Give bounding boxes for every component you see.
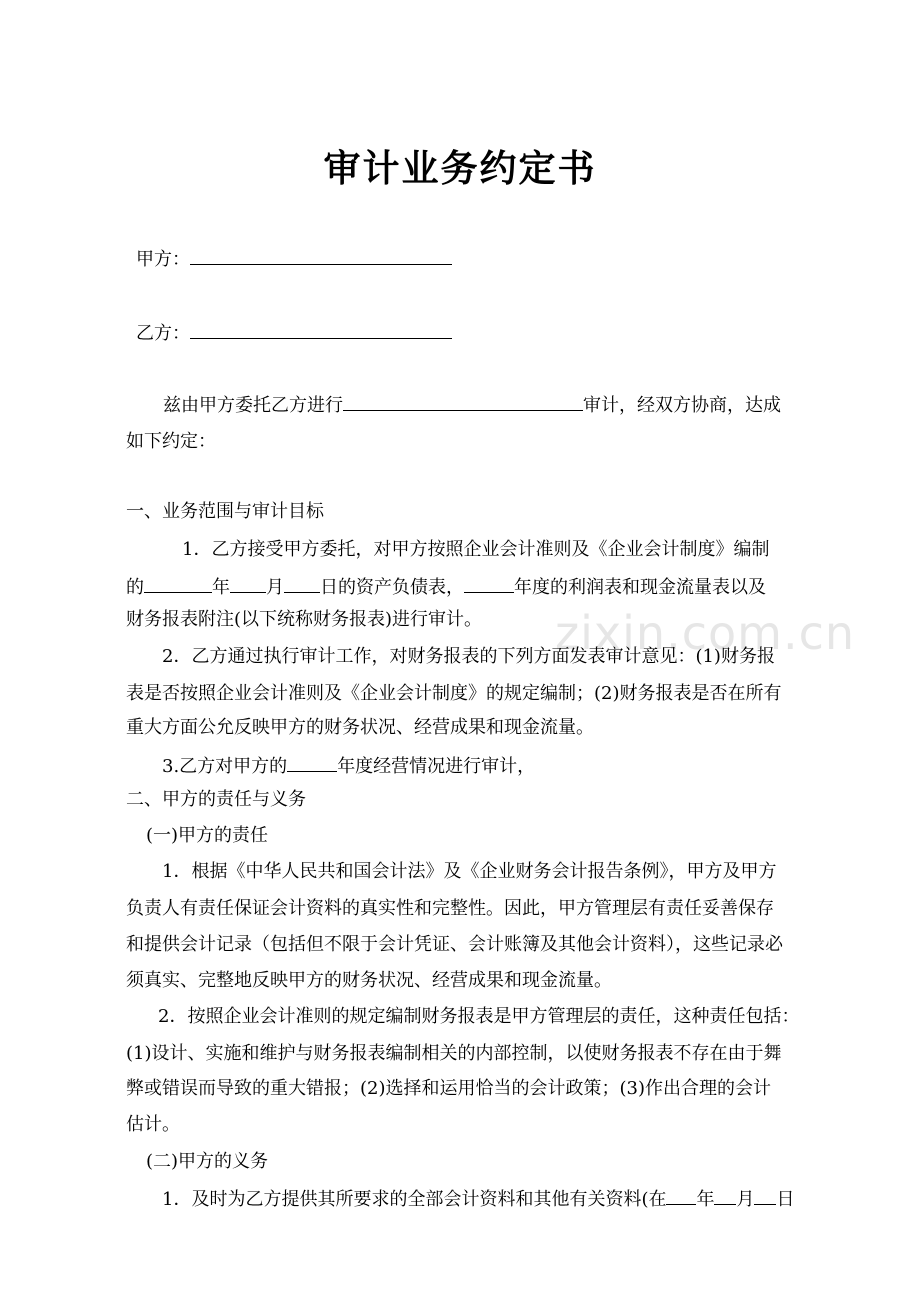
section-1-heading: 一、业务范围与审计目标 xyxy=(126,501,324,522)
section-2-heading: 二、甲方的责任与义务 xyxy=(126,789,306,810)
party-b-blank[interactable] xyxy=(190,318,452,339)
s1-item1-text-d: 日的资产负债表， xyxy=(320,577,464,598)
s2-item2-line2: (1)设计、实施和维护与财务报表编制相关的内部控制，以使财务报表不存在由于舞 xyxy=(126,1043,782,1064)
party-b-label: 乙方： xyxy=(136,323,190,344)
deadline-day-blank[interactable] xyxy=(754,1184,776,1205)
fiscal-year-blank[interactable] xyxy=(464,572,514,593)
s1-item1-text-c: 月 xyxy=(266,577,284,598)
watermark: zixin.com.cn xyxy=(555,606,856,660)
party-a-line xyxy=(136,244,452,274)
s1-item1-text-b: 年 xyxy=(212,577,230,598)
document-title: 审计业务约定书 xyxy=(323,146,597,190)
s1-item2-line2: 表是否按照企业会计准则及《企业会计制度》的规定编制；(2)财务报表是否在所有 xyxy=(126,683,782,704)
year-blank[interactable] xyxy=(144,572,212,593)
s1-item1-text-a: 的 xyxy=(126,577,144,598)
intro-line-2: 如下约定： xyxy=(126,431,216,452)
day-blank[interactable] xyxy=(284,572,320,593)
deadline-month-blank[interactable] xyxy=(714,1184,736,1205)
s2-item1-line4: 须真实、完整地反映甲方的财务状况、经营成果和现金流量。 xyxy=(126,970,612,991)
s1-item1-line3: 财务报表附注(以下统称财务报表)进行审计。 xyxy=(126,609,483,630)
section-2-sub2: (二)甲方的义务 xyxy=(146,1151,269,1172)
section-2-sub1: (一)甲方的责任 xyxy=(146,825,269,846)
s2-item3-text-a: 1．及时为乙方提供其所要求的全部会计资料和其他有关资料(在 xyxy=(162,1189,667,1210)
s1-item3 xyxy=(162,751,535,781)
intro-text-b: 审计，经双方协商，达成 xyxy=(583,395,781,416)
s2-item2-line4: 估计。 xyxy=(126,1114,180,1135)
month-blank[interactable] xyxy=(230,572,266,593)
s1-item1-line2 xyxy=(126,572,766,602)
s1-item1-text-e: 年度的利润表和现金流量表以及 xyxy=(514,577,766,598)
s1-item1-line1: 1．乙方接受甲方委托，对甲方按照企业会计准则及《企业会计制度》编制 xyxy=(182,539,770,560)
s1-item3-text-b: 年度经营情况进行审计， xyxy=(337,756,536,777)
intro-line-1 xyxy=(163,390,781,420)
s2-item3-text-b: 年 xyxy=(696,1189,715,1210)
s2-item1-line1: 1．根据《中华人民共和国会计法》及《企业财务会计报告条例》，甲方及甲方 xyxy=(162,861,777,882)
s2-item2-line1: 2．按照企业会计准则的规定编制财务报表是甲方管理层的责任，这种责任包括： xyxy=(158,1006,800,1027)
s2-item3 xyxy=(162,1184,794,1214)
party-b-line xyxy=(136,318,452,348)
s2-item3-text-c: 月 xyxy=(736,1189,755,1210)
s2-item2-line3: 弊或错误而导致的重大错报；(2)选择和运用恰当的会计政策；(3)作出合理的会计 xyxy=(126,1078,771,1099)
s1-item2-line1: 2．乙方通过执行审计工作，对财务报表的下列方面发表审计意见：(1)财务报 xyxy=(162,646,775,667)
s1-item2-line3: 重大方面公允反映甲方的财务状况、经营成果和现金流量。 xyxy=(126,717,594,738)
operation-year-blank[interactable] xyxy=(287,751,337,772)
audit-scope-blank[interactable] xyxy=(343,390,583,411)
party-a-label: 甲方： xyxy=(136,249,190,270)
deadline-year-blank[interactable] xyxy=(666,1184,696,1205)
intro-text-a: 兹由甲方委托乙方进行 xyxy=(163,395,343,416)
s2-item1-line2: 负责人有责任保证会计资料的真实性和完整性。因此，甲方管理层有责任妥善保存 xyxy=(126,898,774,919)
s1-item3-text-a: 3.乙方对甲方的 xyxy=(162,756,288,777)
s2-item1-line3: 和提供会计记录（包括但不限于会计凭证、会计账簿及其他会计资料），这些记录必 xyxy=(126,934,783,955)
s2-item3-text-d: 日 xyxy=(776,1189,795,1210)
party-a-blank[interactable] xyxy=(190,244,452,265)
